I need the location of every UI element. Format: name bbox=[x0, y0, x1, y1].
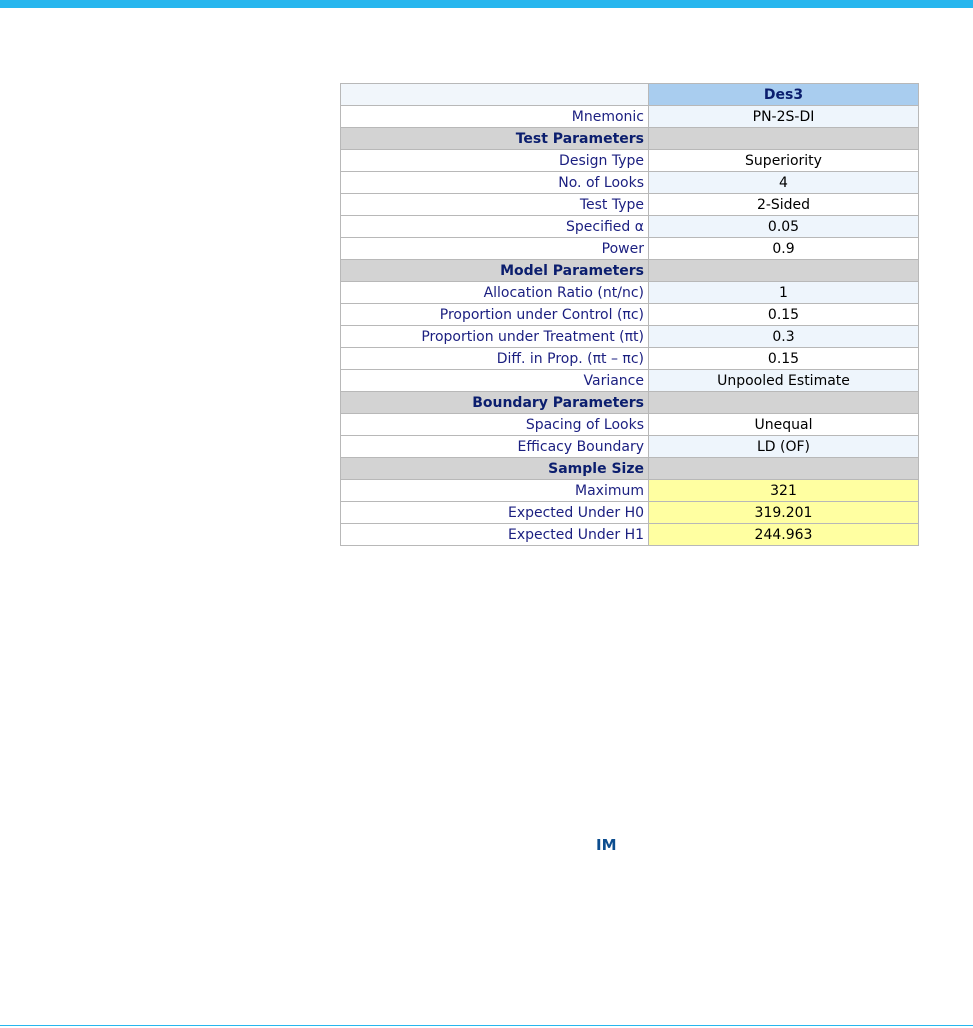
parameter-value: 1 bbox=[649, 282, 919, 304]
parameter-label: Design Type bbox=[341, 150, 649, 172]
parameter-row bbox=[341, 238, 919, 260]
parameter-value: 0.9 bbox=[649, 238, 919, 260]
section-title: Model Parameters bbox=[341, 260, 649, 282]
parameter-label: Variance bbox=[341, 370, 649, 392]
parameter-value: 0.05 bbox=[649, 216, 919, 238]
design-name-header[interactable]: Des3 bbox=[649, 84, 919, 106]
section-header-row bbox=[341, 128, 919, 150]
parameter-label: Test Type bbox=[341, 194, 649, 216]
section-header-row bbox=[341, 392, 919, 414]
top-accent-bar bbox=[0, 0, 973, 8]
parameter-label: Efficacy Boundary bbox=[341, 436, 649, 458]
parameter-value: 2-Sided bbox=[649, 194, 919, 216]
parameter-value: 0.3 bbox=[649, 326, 919, 348]
section-empty-cell bbox=[649, 128, 919, 150]
parameter-row bbox=[341, 172, 919, 194]
parameter-value: Unpooled Estimate bbox=[649, 370, 919, 392]
parameter-row bbox=[341, 194, 919, 216]
parameter-label: Proportion under Treatment (πt) bbox=[341, 326, 649, 348]
parameter-label: Power bbox=[341, 238, 649, 260]
parameter-value: 319.201 bbox=[649, 502, 919, 524]
parameter-value: 0.15 bbox=[649, 348, 919, 370]
parameter-value: Unequal bbox=[649, 414, 919, 436]
parameter-row bbox=[341, 348, 919, 370]
section-empty-cell bbox=[649, 392, 919, 414]
parameter-label: Diff. in Prop. (πt – πc) bbox=[341, 348, 649, 370]
section-header-row bbox=[341, 260, 919, 282]
section-title: Sample Size bbox=[341, 458, 649, 480]
parameter-label: Specified α bbox=[341, 216, 649, 238]
section-empty-cell bbox=[649, 458, 919, 480]
section-empty-cell bbox=[649, 260, 919, 282]
section-header-row bbox=[341, 458, 919, 480]
parameter-value: LD (OF) bbox=[649, 436, 919, 458]
parameter-value: 244.963 bbox=[649, 524, 919, 546]
section-title: Boundary Parameters bbox=[341, 392, 649, 414]
table-header-row bbox=[341, 84, 919, 106]
bottom-divider bbox=[0, 1025, 973, 1026]
parameter-row bbox=[341, 304, 919, 326]
parameter-row bbox=[341, 326, 919, 348]
parameter-label: No. of Looks bbox=[341, 172, 649, 194]
result-row bbox=[341, 480, 919, 502]
parameter-row bbox=[341, 370, 919, 392]
header-empty-cell bbox=[341, 84, 649, 106]
parameter-label: Mnemonic bbox=[341, 106, 649, 128]
result-row bbox=[341, 524, 919, 546]
logo-mark: IM bbox=[596, 836, 617, 854]
parameter-row bbox=[341, 150, 919, 172]
parameter-value: Superiority bbox=[649, 150, 919, 172]
parameter-row bbox=[341, 282, 919, 304]
parameter-label: Proportion under Control (πc) bbox=[341, 304, 649, 326]
parameter-label: Expected Under H0 bbox=[341, 502, 649, 524]
parameter-value: 0.15 bbox=[649, 304, 919, 326]
parameter-value: 321 bbox=[649, 480, 919, 502]
parameter-value: 4 bbox=[649, 172, 919, 194]
section-title: Test Parameters bbox=[341, 128, 649, 150]
parameter-row bbox=[341, 216, 919, 238]
parameter-row bbox=[341, 106, 919, 128]
parameter-label: Expected Under H1 bbox=[341, 524, 649, 546]
parameter-value: PN-2S-DI bbox=[649, 106, 919, 128]
parameter-label: Spacing of Looks bbox=[341, 414, 649, 436]
parameter-row bbox=[341, 414, 919, 436]
parameter-row bbox=[341, 436, 919, 458]
design-summary-table bbox=[340, 83, 919, 546]
result-row bbox=[341, 502, 919, 524]
parameter-label: Maximum bbox=[341, 480, 649, 502]
parameter-label: Allocation Ratio (nt/nc) bbox=[341, 282, 649, 304]
